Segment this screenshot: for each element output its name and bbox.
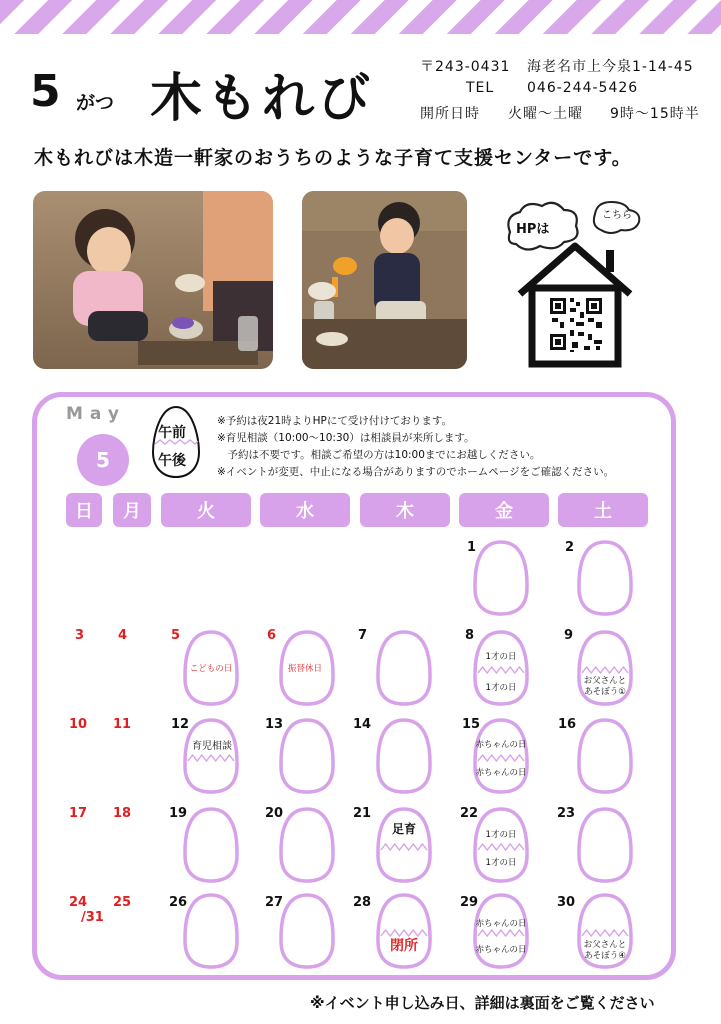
event-label-am: 赤ちゃんの日 — [475, 919, 527, 929]
day-number: 28 — [353, 895, 372, 910]
day-number: 20 — [265, 806, 284, 821]
event-label-am: 1才の日 — [485, 830, 517, 840]
month-english: May — [66, 404, 126, 424]
footer-note: ※イベント申し込み日、詳細は裏面をご覧ください — [310, 994, 655, 1012]
note-line: ※育児相談（10:00～10:30）は相談員が来所します。 — [217, 432, 475, 444]
calendar-month-badge: 5 — [77, 434, 129, 486]
event-label-pm: お父さんと — [583, 940, 627, 950]
day-number-holiday: 3 — [75, 628, 85, 643]
event-label-pm: あそぼう④ — [584, 951, 626, 961]
legend-am: 午前 — [158, 425, 186, 441]
event-label: こどもの日 — [189, 664, 233, 674]
hours-label: 開所日時 — [420, 106, 480, 122]
day-number: 9 — [564, 628, 574, 643]
day-number: 13 — [265, 717, 284, 732]
calendar-egg — [281, 809, 333, 881]
day-number-holiday: 6 — [267, 628, 277, 643]
day-number: 7 — [358, 628, 368, 643]
day-number-holiday: 24 — [69, 895, 88, 910]
page-title: 木もれび — [150, 69, 375, 129]
event-label-pm: あそぼう① — [584, 687, 626, 697]
note-line: 予約は不要です。相談ご希望の方は10:00までにお越しください。 — [217, 449, 541, 461]
event-label-pm: 赤ちゃんの日 — [475, 945, 527, 955]
open-hours: 9時～15時半 — [610, 106, 700, 122]
calendar-egg — [281, 720, 333, 792]
weekday-thu: 木 — [360, 493, 450, 527]
calendar-egg — [475, 720, 527, 792]
event-label-pm: 閉所 — [390, 938, 418, 954]
calendar-egg — [185, 720, 237, 792]
weekday-fri: 金 — [459, 493, 549, 527]
day-number: 22 — [460, 806, 479, 821]
note-line: ※イベントが変更、中止になる場合がありますのでホームページをご確認ください。 — [217, 466, 615, 478]
bubble-here-text: こちら — [602, 210, 632, 221]
day-number: 16 — [558, 717, 577, 732]
note-line: ※予約は夜21時よりHPにて受け付けております。 — [217, 415, 453, 427]
day-number: 1 — [467, 540, 477, 555]
bubble-hp-text: HPは — [516, 222, 550, 237]
day-number-holiday: 5 — [171, 628, 181, 643]
day-number-holiday: 25 — [113, 895, 132, 910]
calendar-egg — [185, 895, 237, 967]
calendar-egg — [475, 895, 527, 967]
day-number: 30 — [557, 895, 576, 910]
tel-label: TEL — [466, 80, 495, 96]
postal-code: 〒243-0431 — [420, 59, 511, 75]
event-label-pm: 1才の日 — [485, 858, 517, 868]
weekday-sun: 日 — [66, 493, 102, 527]
intro-text: 木もれびは木造一軒家のおうちのような子育て支援センターです。 — [34, 147, 632, 169]
address: 海老名市上今泉1-14-45 — [527, 59, 694, 75]
day-number: 2 — [565, 540, 575, 555]
calendar-egg — [281, 895, 333, 967]
calendar-egg — [185, 809, 237, 881]
weekday-sat: 土 — [558, 493, 648, 527]
calendar-egg — [475, 542, 527, 614]
calendar-egg — [579, 720, 631, 792]
day-number-holiday: 18 — [113, 806, 132, 821]
month-suffix: がつ — [76, 92, 115, 114]
legend-pm: 午後 — [158, 453, 186, 469]
event-label-am: 赤ちゃんの日 — [475, 740, 527, 750]
day-number: 14 — [353, 717, 372, 732]
day-number-holiday: 11 — [113, 717, 132, 732]
event-label-pm: 赤ちゃんの日 — [475, 768, 527, 778]
day-number-holiday: /31 — [81, 910, 104, 925]
day-number-holiday: 4 — [118, 628, 128, 643]
calendar-egg — [378, 809, 430, 881]
event-label: 振替休日 — [287, 664, 323, 674]
day-number: 29 — [460, 895, 479, 910]
day-number: 19 — [169, 806, 188, 821]
event-label-pm: 1才の日 — [485, 683, 517, 693]
calendar-egg — [579, 809, 631, 881]
day-number: 27 — [265, 895, 284, 910]
event-label-am: 1才の日 — [485, 652, 517, 662]
weekday-tue: 火 — [161, 493, 251, 527]
calendar-egg — [475, 809, 527, 881]
event-label-am: 育児相談 — [192, 741, 232, 752]
day-number: 21 — [353, 806, 372, 821]
calendar-egg — [378, 632, 430, 704]
weekday-mon: 月 — [113, 493, 151, 527]
weekday-wed: 水 — [260, 493, 350, 527]
day-number-holiday: 10 — [69, 717, 88, 732]
open-days: 火曜～土曜 — [508, 106, 583, 122]
day-number: 15 — [462, 717, 481, 732]
calendar-egg — [579, 542, 631, 614]
event-label-pm: お父さんと — [583, 676, 627, 686]
day-number: 26 — [169, 895, 188, 910]
day-number: 23 — [557, 806, 576, 821]
calendar-egg — [378, 720, 430, 792]
month-number: 5 — [30, 66, 61, 117]
day-number-holiday: 17 — [69, 806, 88, 821]
day-number: 12 — [171, 717, 190, 732]
day-number: 8 — [465, 628, 475, 643]
tel-number: 046-244-5426 — [527, 80, 639, 96]
event-label-am: 足育 — [391, 822, 417, 836]
calendar-egg — [378, 895, 430, 967]
